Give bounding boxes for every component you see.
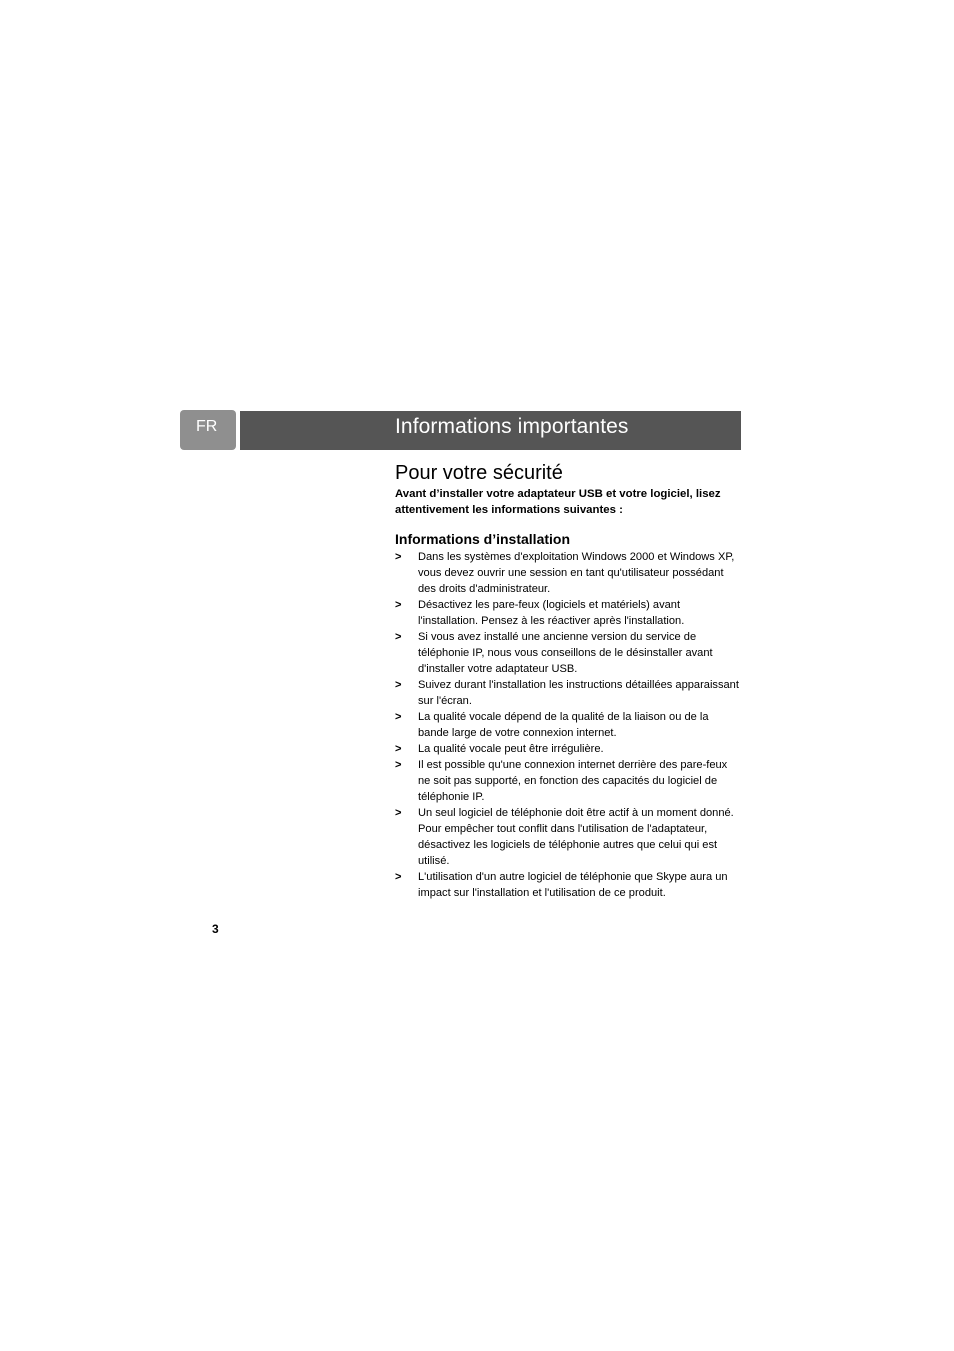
list-item-text: L'utilisation d'un autre logiciel de téléphonie que Skype aura un impact sur l'installation et l'utilisation de ce produit. [418, 871, 728, 899]
list-item [395, 805, 741, 869]
list-item-text: Un seul logiciel de téléphonie doit être actif à un moment donné. Pour empêcher tout conflit dans l'utilisation de l'adaptateur, désactivez les logiciels de téléphonie autres que celui qui est utilisé. [418, 807, 734, 867]
list-item [395, 757, 741, 805]
list-item-text: La qualité vocale peut être irrégulière. [418, 743, 604, 755]
list-item-text: Si vous avez installé une ancienne version du service de téléphonie IP, nous vous conseillons de le désinstaller avant d'installer votre adaptateur USB. [418, 631, 713, 675]
list-item [395, 629, 741, 677]
bullet-marker: > [395, 743, 402, 755]
bullet-marker: > [395, 631, 402, 643]
main-content [395, 460, 741, 901]
language-tab: FR [180, 410, 236, 450]
section-title: Pour votre sécurité [395, 462, 563, 484]
list-item-text: Suivez durant l'installation les instructions détaillées apparaissant sur l'écran. [418, 679, 739, 707]
intro-text: Avant d’installer votre adaptateur USB et votre logiciel, lisez attentivement les informations suivantes : [395, 488, 721, 516]
bullet-marker: > [395, 551, 402, 563]
page-number: 3 [212, 922, 219, 936]
installation-list [395, 549, 741, 901]
bullet-marker: > [395, 871, 402, 883]
list-item [395, 709, 741, 741]
page-title: Informations importantes [395, 415, 629, 438]
bullet-marker: > [395, 679, 402, 691]
list-item-text: Dans les systèmes d'exploitation Windows 2000 et Windows XP, vous devez ouvrir une session en tant qu'utilisateur possédant des droits d'administrateur. [418, 551, 735, 595]
bullet-marker: > [395, 807, 402, 819]
list-item-text: Il est possible qu'une connexion internet derrière des pare-feux ne soit pas supporté, en fonction des capacités du logiciel de téléphonie IP. [418, 759, 728, 803]
list-item [395, 869, 741, 901]
header-bar [240, 411, 741, 450]
list-item-text: Désactivez les pare-feux (logiciels et matériels) avant l'installation. Pensez à les réactiver après l'installation. [418, 599, 685, 627]
list-item [395, 597, 741, 629]
list-item [395, 677, 741, 709]
bullet-marker: > [395, 711, 402, 723]
bullet-marker: > [395, 759, 402, 771]
list-item [395, 549, 741, 597]
list-item [395, 741, 741, 757]
installation-title: Informations d’installation [395, 531, 571, 547]
list-item-text: La qualité vocale dépend de la qualité de la liaison ou de la bande large de votre connexion internet. [418, 711, 709, 739]
bullet-marker: > [395, 599, 402, 611]
